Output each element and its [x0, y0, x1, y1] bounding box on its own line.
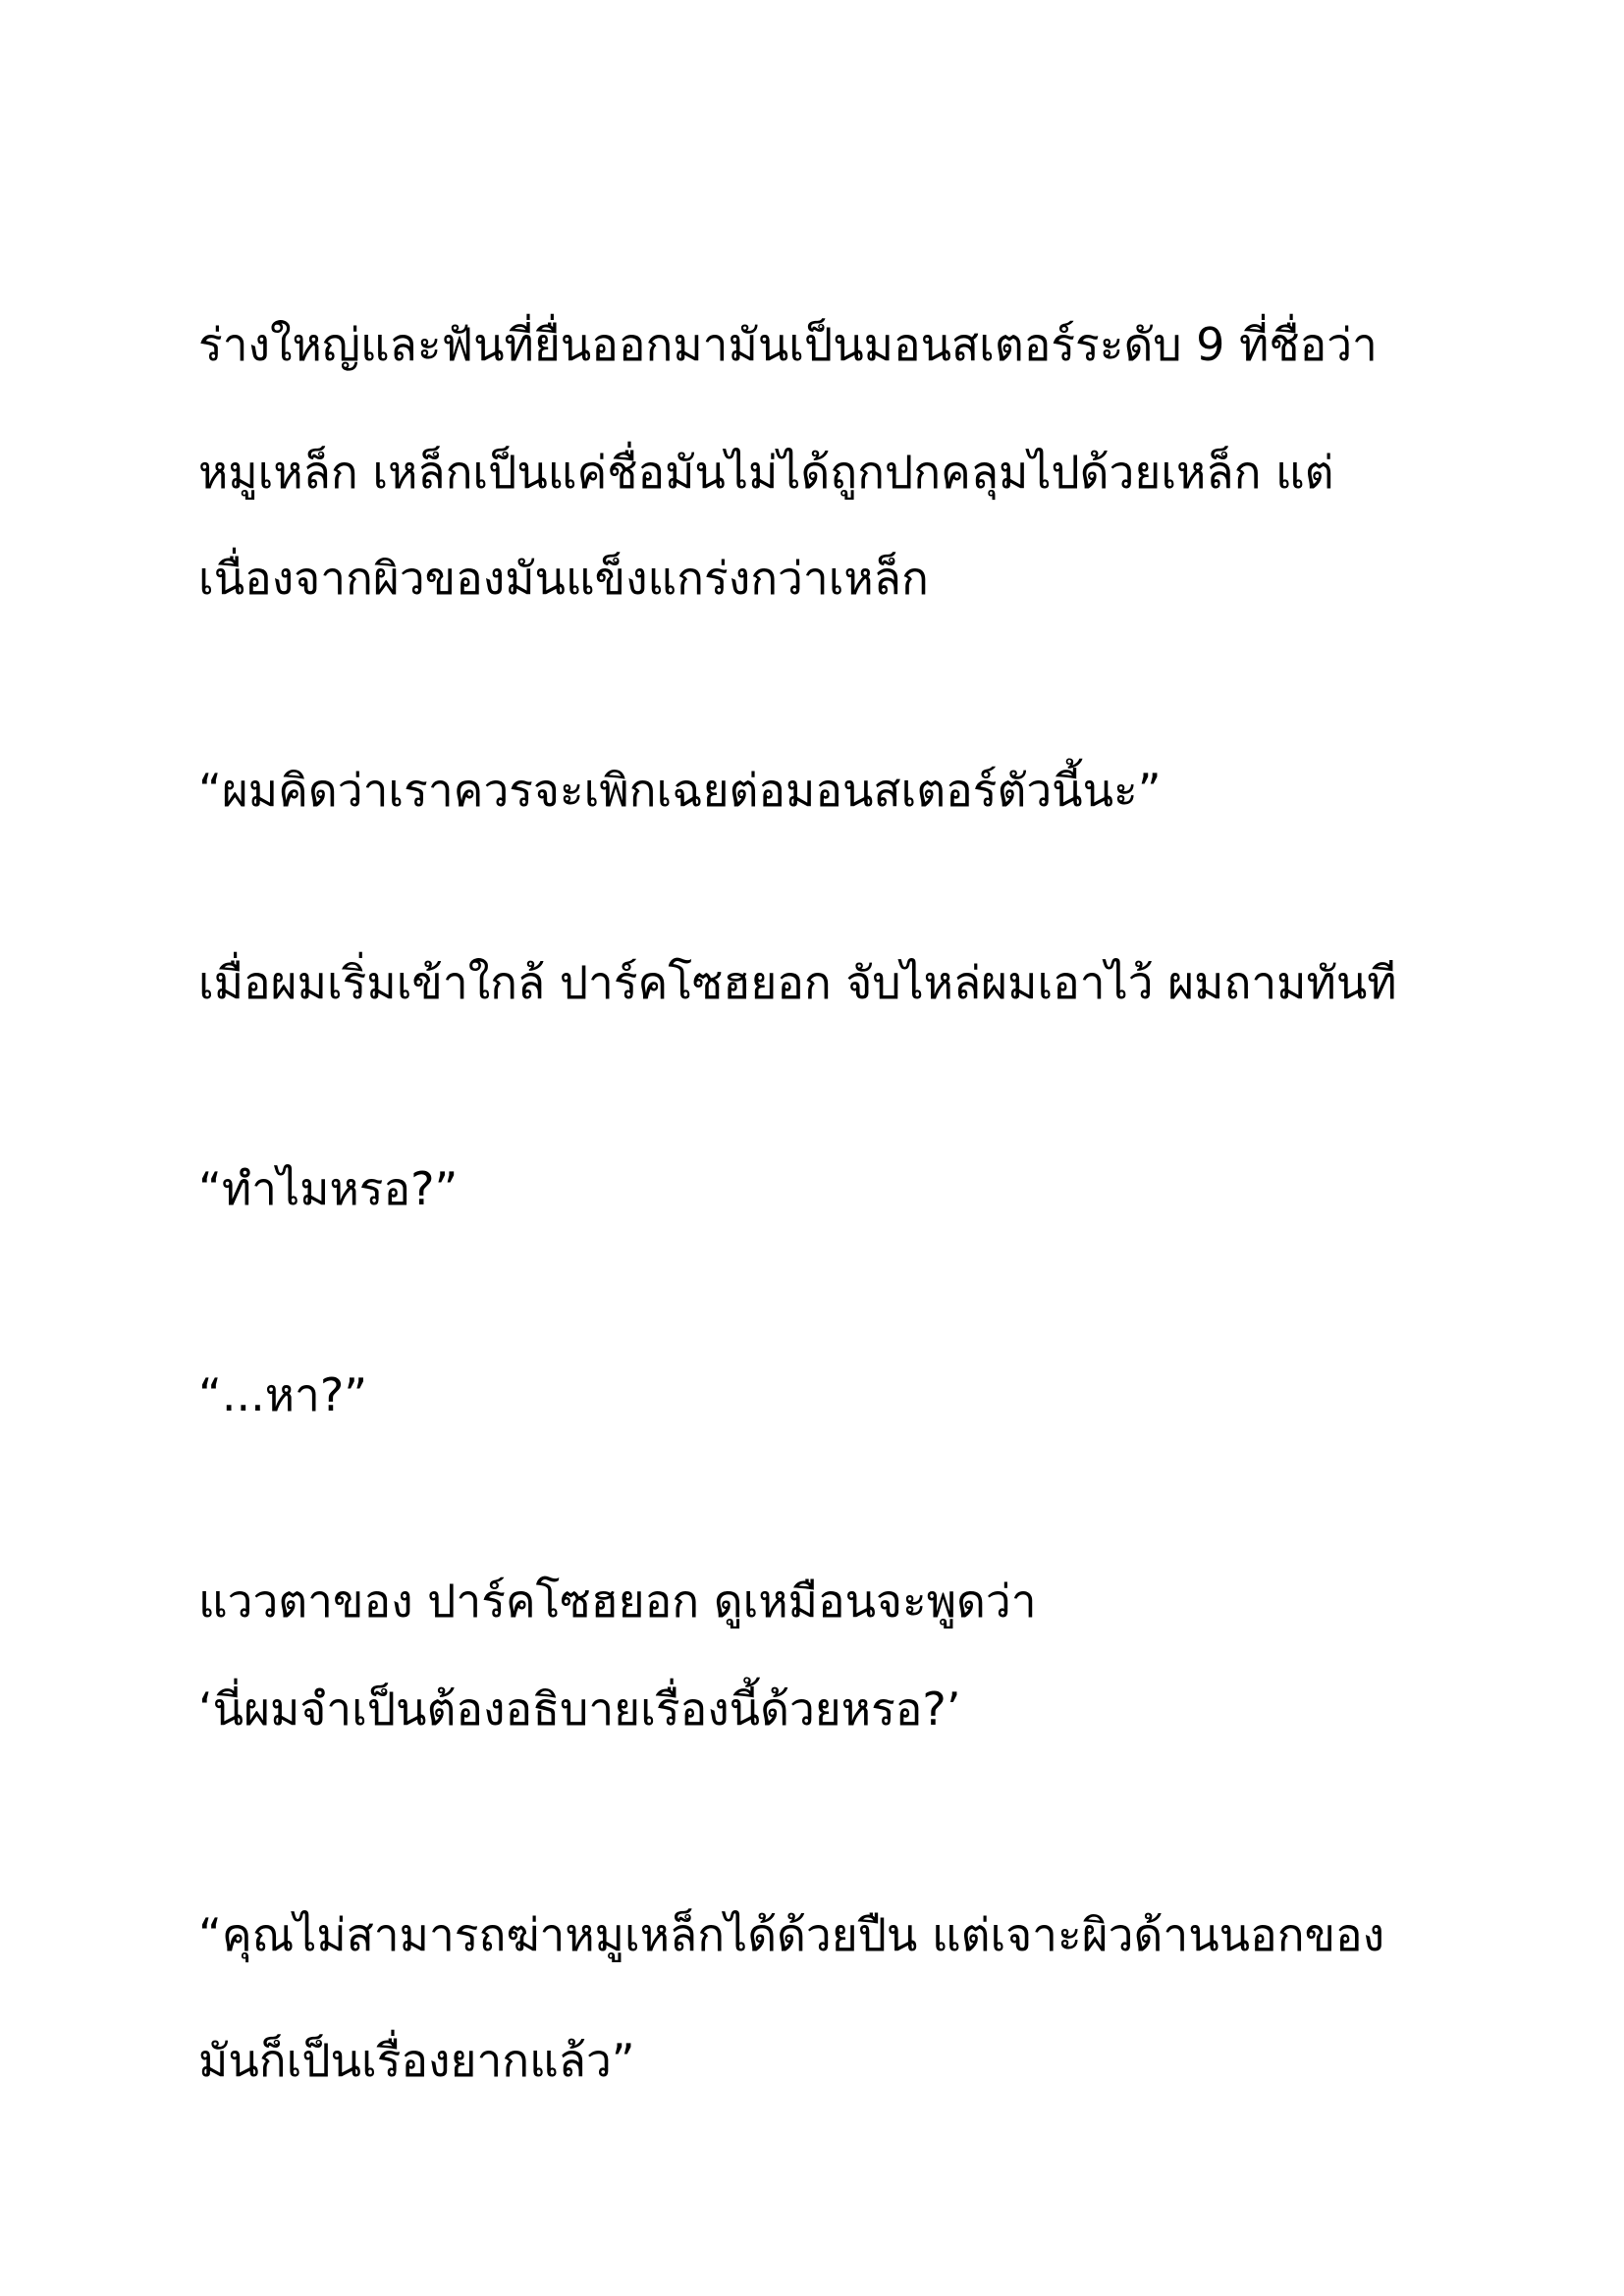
inner-thought: ‘นี่ผมจำเป็นต้องอธิบายเรื่องนี้ด้วยหรอ?’: [198, 1682, 961, 1735]
dialogue-huh: “...หา?”: [198, 1368, 368, 1421]
paragraph-1-line-3: เนื่องจากผิวของมันแข็งแกร่งกว่าเหล็ก: [198, 552, 929, 605]
narration-gaze: แววตาของ ปาร์คโซฮยอก ดูเหมือนจะพูดว่า: [198, 1575, 1037, 1628]
dialogue-explain-line-1: “คุณไม่สามารถฆ่าหมูเหล็กได้ด้วยปืน แต่เจาะผิวด้านนอกของ: [198, 1908, 1385, 1961]
paragraph-1-line-2: หมูเหล็ก เหล็กเป็นแค่ชื่อมันไม่ได้ถูกปกคลุมไปด้วยเหล็ก แต่: [198, 446, 1334, 499]
narration-shoulder: เมื่อผมเริ่มเข้าใกล้ ปาร์คโซฮยอก จับไหล่ผมเอาไว้ ผมถามทันที: [198, 956, 1397, 1009]
dialogue-why: “ทำไมหรอ?”: [198, 1162, 459, 1215]
paragraph-1-line-1: ร่างใหญ่และฟันที่ยื่นออกมามันเป็นมอนสเตอร์ระดับ 9 ที่ชื่อว่า: [198, 318, 1378, 371]
dialogue-explain-line-2: มันก็เป็นเรื่องยากแล้ว”: [198, 2034, 635, 2087]
dialogue-ignore-monster: “ผมคิดว่าเราควรจะเพิกเฉยต่อมอนสเตอร์ตัวนี้นะ”: [198, 764, 1162, 817]
